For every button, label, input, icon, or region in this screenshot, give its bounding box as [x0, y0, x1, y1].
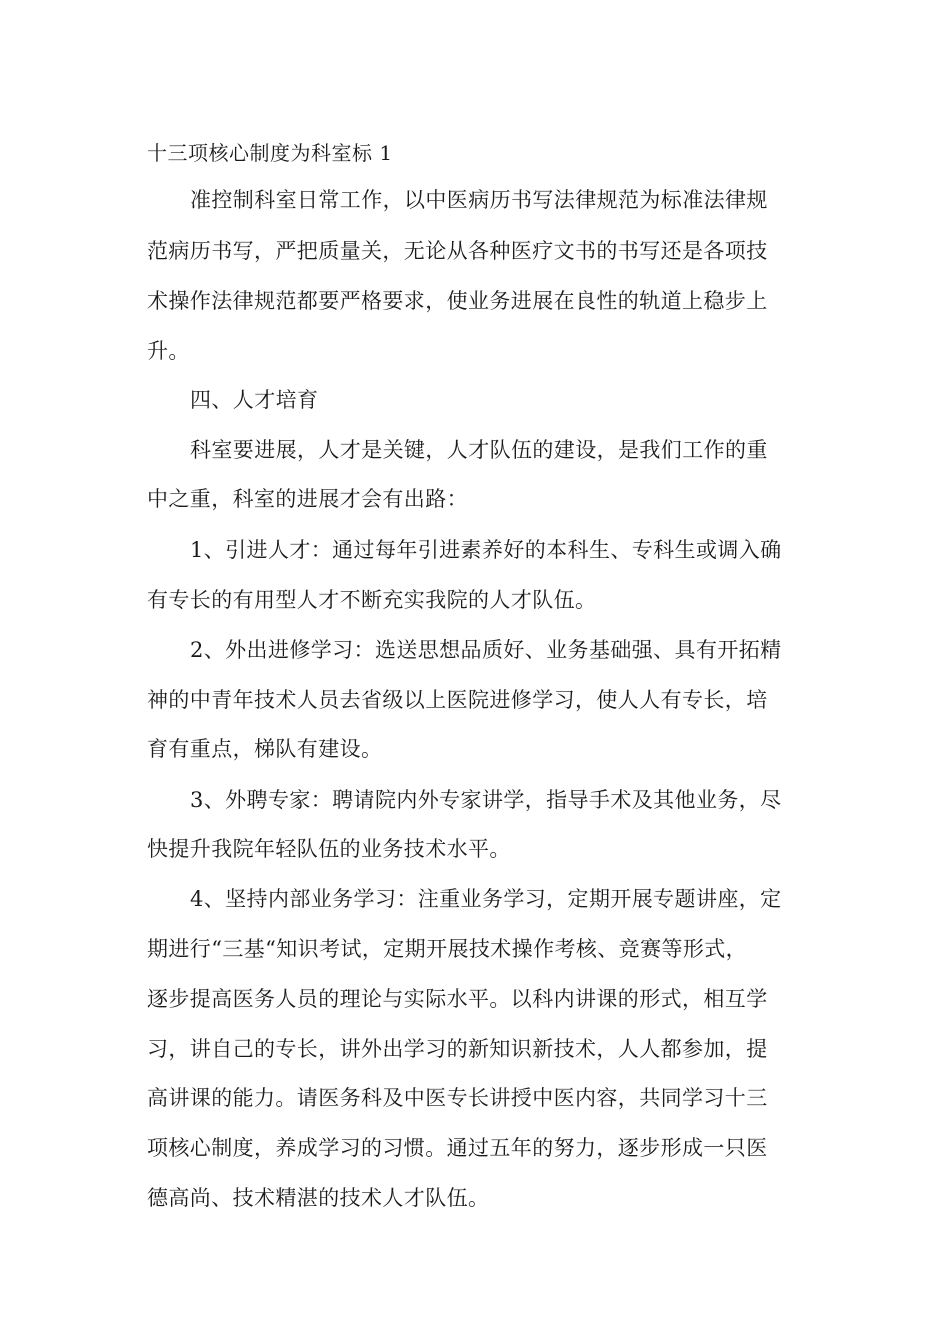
- document-title: 十三项核心制度为科室标 1: [147, 141, 393, 165]
- text-line: 快提升我院年轻队伍的业务技术水平。: [147, 837, 511, 861]
- text-line: 有专长的有用型人才不断充实我院的人才队伍。: [147, 588, 597, 612]
- text-line: 中之重，科室的进展才会有出路：: [147, 487, 468, 511]
- text-line: 4、坚持内部业务学习：注重业务学习，定期开展专题讲座，定: [190, 887, 782, 911]
- text-line: 范病历书写，严把质量关，无论从各种医疗文书的书写还是各项技: [147, 239, 768, 263]
- text-line: 升。: [147, 339, 190, 363]
- text-line: 习，讲自己的专长，讲外出学习的新知识新技术，人人都参加，提: [147, 1037, 768, 1061]
- text-line: 德高尚、技术精湛的技术人才队伍。: [147, 1186, 490, 1210]
- text-line: 神的中青年技术人员去省级以上医院进修学习，使人人有专长，培: [147, 688, 768, 712]
- text-line: 1、引进人才：通过每年引进素养好的本科生、专科生或调入确: [190, 538, 782, 562]
- text-line: 逐步提高医务人员的理论与实际水平。以科内讲课的形式，相互学: [147, 987, 768, 1011]
- text-line: 育有重点，梯队有建设。: [147, 737, 383, 761]
- text-line: 科室要进展，人才是关键，人才队伍的建设，是我们工作的重: [190, 438, 768, 462]
- text-line: 术操作法律规范都要严格要求，使业务进展在良性的轨道上稳步上: [147, 289, 768, 313]
- text-line: 准控制科室日常工作，以中医病历书写法律规范为标准法律规: [190, 188, 768, 212]
- text-line: 期进行“三基“知识考试，定期开展技术操作考核、竞赛等形式，: [147, 937, 748, 961]
- text-line: 2、外出进修学习：选送思想品质好、业务基础强、具有开拓精: [190, 638, 782, 662]
- text-line: 3、外聘专家：聘请院内外专家讲学，指导手术及其他业务，尽: [190, 788, 782, 812]
- text-line: 项核心制度，养成学习的习惯。通过五年的努力，逐步形成一只医: [147, 1136, 768, 1160]
- text-line: 高讲课的能力。请医务科及中医专长讲授中医内容，共同学习十三: [147, 1086, 768, 1110]
- section-heading: 四、人才培育: [190, 388, 319, 412]
